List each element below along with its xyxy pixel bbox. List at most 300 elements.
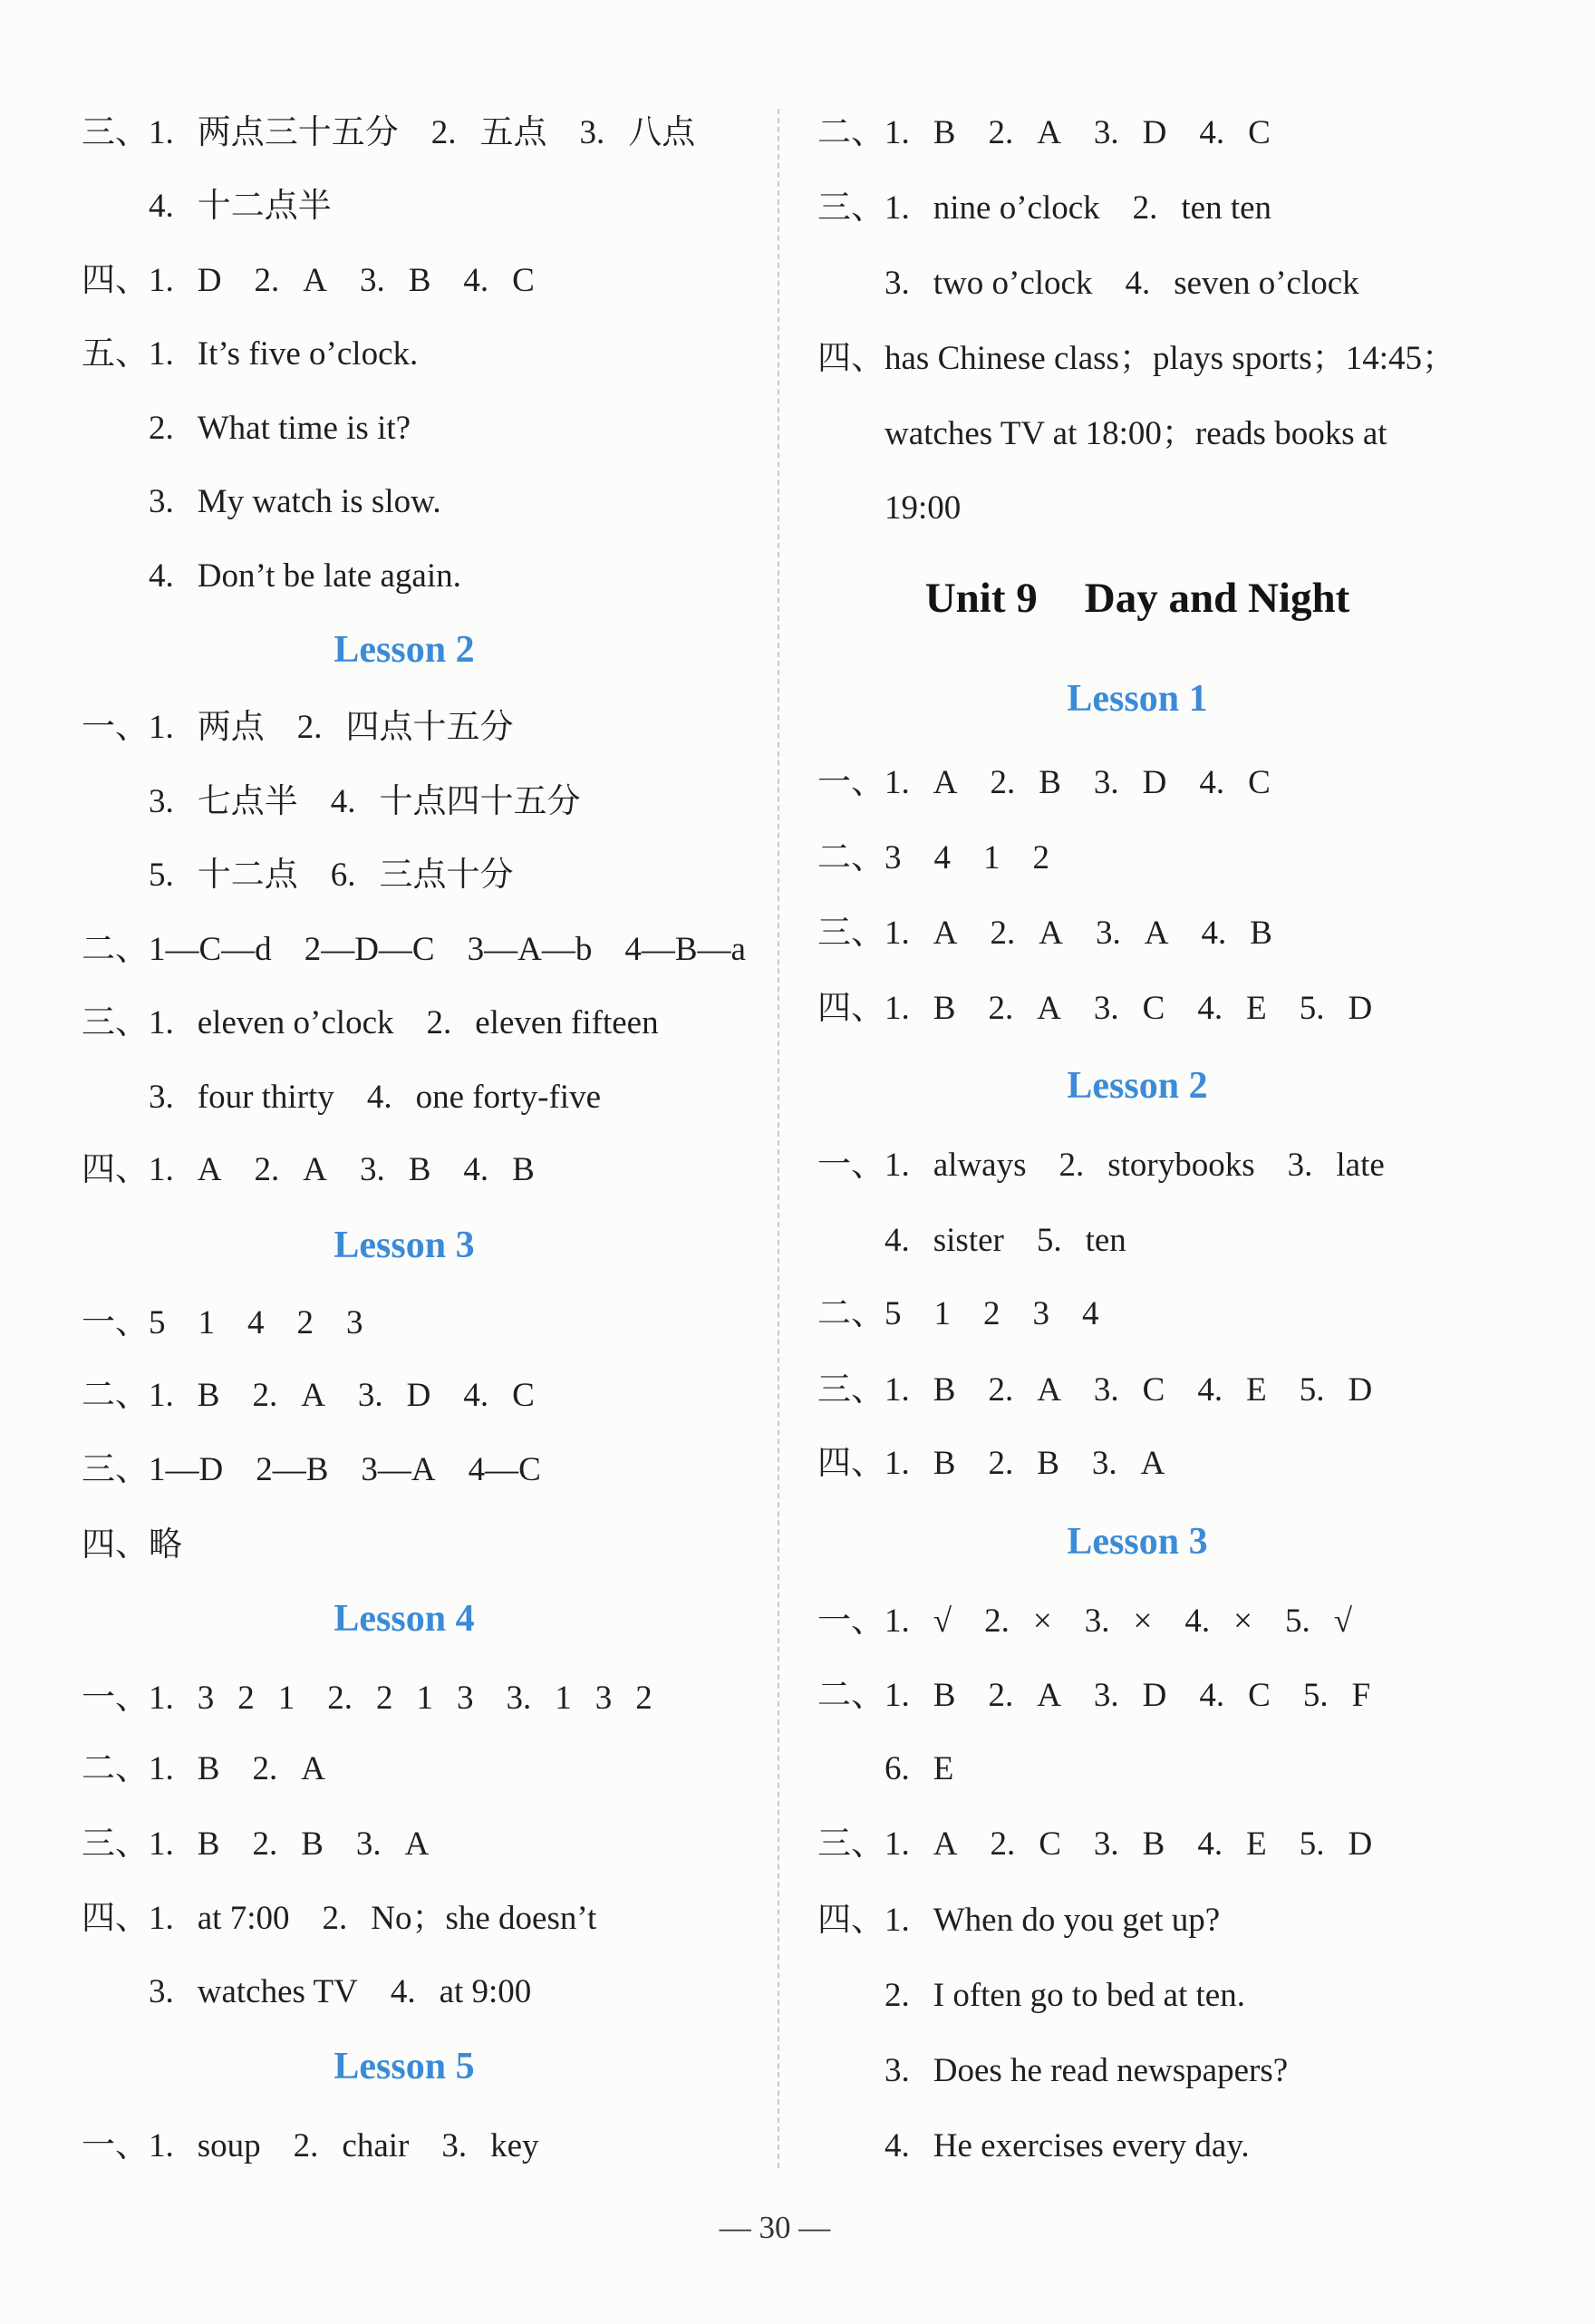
answer-item: [1094, 1669, 1166, 1723]
answer-text: A: [933, 1825, 958, 1863]
answer-item: [884, 1287, 902, 1341]
answer-line: [82, 1965, 727, 2019]
answer-item: [1201, 906, 1271, 961]
question-number: 2.: [988, 990, 1014, 1027]
answer-item: [149, 254, 221, 308]
answer-item: [254, 1143, 326, 1197]
answer-text: C: [1248, 114, 1271, 151]
section-number: 一、: [817, 764, 884, 801]
lesson-heading: Lesson 2: [1067, 1065, 1208, 1107]
question-number: 3.: [149, 1079, 174, 1116]
answer-text: 4: [1082, 1295, 1099, 1332]
section-number: 一、: [82, 1304, 149, 1341]
question-number: 2.: [884, 1977, 910, 2014]
answer-text: D: [1142, 114, 1167, 151]
answer-line: [817, 906, 1457, 961]
answer-item: [1199, 756, 1270, 810]
answer-line: [817, 1893, 1457, 1948]
question-number: 2.: [254, 262, 280, 299]
question-number: 2.: [990, 1825, 1016, 1863]
answer-text: A: [933, 764, 958, 801]
answer-text: watches TV: [197, 1973, 358, 2010]
answer-item: [1033, 1287, 1050, 1341]
lesson-heading: Lesson 1: [1067, 678, 1208, 720]
answer-item: [322, 1892, 596, 1946]
answer-item: [252, 1742, 324, 1796]
answer-item: [294, 2119, 410, 2174]
question-number: 1.: [149, 262, 174, 299]
answer-item: [149, 848, 298, 903]
answer-text: My watch is slow.: [197, 483, 441, 520]
question-number: 2.: [252, 1377, 278, 1414]
answer-text: D: [1348, 1371, 1373, 1409]
answer-text: 4: [933, 839, 951, 876]
answer-item: [990, 756, 1060, 810]
answer-line: [82, 402, 727, 456]
page-number: — 30 —: [719, 2210, 831, 2245]
answer-item: [247, 1296, 265, 1351]
answer-text: B: [408, 1151, 431, 1188]
question-number: 1.: [149, 2127, 174, 2164]
answer-item: [983, 831, 1000, 886]
question-number: 5.: [1299, 1371, 1325, 1409]
question-number: 4.: [463, 262, 489, 299]
unit-heading: [817, 571, 1457, 625]
question-number: 6.: [330, 857, 356, 894]
answer-text: 2—D—C: [304, 931, 435, 968]
question-number: 3.: [357, 1377, 383, 1414]
answer-text: at 9:00: [439, 1973, 532, 2010]
answer-line: [817, 481, 1457, 536]
answer-item: [1300, 1817, 1372, 1872]
question-number: 1.: [149, 114, 174, 151]
answer-text: chair: [342, 2127, 410, 2164]
answer-text: A: [1144, 915, 1169, 952]
answer-item: [884, 332, 1455, 386]
answer-item: [149, 475, 441, 529]
answer-item: [252, 1369, 324, 1423]
question-number: 4.: [1197, 1371, 1223, 1409]
question-number: 4.: [1199, 114, 1225, 151]
answer-item: [1059, 1138, 1255, 1193]
question-number: 1.: [884, 189, 910, 227]
section-number: 二、: [82, 931, 149, 968]
answer-item: [1133, 181, 1271, 236]
answer-item: [297, 701, 514, 755]
question-number: 4.: [366, 1079, 392, 1116]
answer-item: [1197, 982, 1266, 1036]
answer-line: [82, 1817, 727, 1872]
answer-text: 1: [198, 1304, 215, 1341]
answer-text: C: [512, 1377, 535, 1414]
answer-line: [817, 106, 1457, 160]
answer-item: [934, 831, 952, 886]
section-number: 三、: [82, 1004, 149, 1041]
answer-item: [149, 1070, 334, 1125]
answer-text: √: [933, 1603, 952, 1640]
answer-item: [884, 257, 1092, 311]
answer-text: 十二点: [197, 857, 298, 894]
answer-text: He exercises every day.: [933, 2127, 1250, 2164]
question-number: 2.: [322, 1900, 348, 1937]
answer-text: 3: [884, 839, 902, 876]
question-number: 1.: [149, 335, 174, 373]
lesson-heading: Lesson 4: [334, 1598, 475, 1640]
answer-text: A: [1037, 1371, 1061, 1409]
answer-text: A: [197, 1151, 222, 1188]
answer-text: A: [933, 915, 958, 952]
question-number: 4.: [1184, 1603, 1211, 1640]
question-number: 3.: [1093, 114, 1119, 151]
answer-item: [468, 923, 593, 977]
answer-item: [884, 1969, 1245, 2023]
answer-text: C: [1142, 990, 1165, 1027]
answer-text: 3: [346, 1304, 363, 1341]
answer-item: [1300, 982, 1372, 1036]
question-number: 3.: [359, 262, 385, 299]
answer-line: [817, 1969, 1457, 2023]
answer-line: [817, 982, 1457, 1036]
answer-line: [82, 701, 727, 755]
question-number: 4.: [1125, 265, 1151, 302]
question-number: 3.: [1093, 1371, 1119, 1409]
question-number: 5.: [1036, 1222, 1062, 1259]
answer-text: 1: [277, 1680, 295, 1717]
answer-line: [817, 1594, 1457, 1649]
answer-item: [884, 1214, 1004, 1268]
answer-text: E: [1246, 1371, 1267, 1409]
unit-number: Unit 9: [924, 575, 1038, 622]
answer-text: 十点四十五分: [379, 783, 581, 820]
answer-item: [304, 923, 435, 977]
answer-text: 1: [983, 839, 1000, 876]
answer-text: When do you get up?: [933, 1902, 1221, 1939]
question-number: 1.: [884, 1677, 910, 1714]
question-number: 4.: [330, 783, 356, 820]
answer-line: [82, 2119, 727, 2174]
answer-text: 2—B: [256, 1451, 329, 1488]
question-number: 3.: [149, 1973, 174, 2010]
answer-line: [82, 1892, 727, 1946]
answer-line: [82, 923, 746, 977]
answer-item: [1125, 257, 1358, 311]
question-number: 3.: [1093, 1825, 1119, 1863]
answer-line: [82, 475, 727, 529]
answer-text: B: [933, 114, 956, 151]
question-number: 3.: [506, 1680, 532, 1717]
question-number: 4.: [1199, 764, 1225, 801]
question-number: 2.: [988, 1445, 1014, 1482]
question-number: 1.: [149, 1680, 174, 1717]
answer-item: [884, 1594, 952, 1649]
answer-item: [884, 831, 902, 886]
answer-line: [817, 1669, 1457, 1723]
question-number: 1.: [884, 114, 910, 151]
answer-item: [297, 1296, 314, 1351]
answer-item: [1094, 982, 1165, 1036]
answer-line: [82, 1742, 727, 1796]
answer-item: [988, 106, 1060, 160]
answer-text: No；she doesn’t: [371, 1900, 597, 1937]
question-number: 2.: [254, 1151, 280, 1188]
answer-text: E: [1246, 1825, 1267, 1863]
question-number: 4.: [149, 188, 174, 225]
question-number: 2.: [984, 1603, 1010, 1640]
answer-text: 1: [416, 1680, 433, 1717]
answer-item: [624, 923, 746, 977]
answer-text: 2: [296, 1304, 314, 1341]
section-number: 二、: [82, 1750, 149, 1787]
answer-item: [884, 1893, 1220, 1948]
answer-text: C: [1248, 764, 1271, 801]
question-number: 3.: [884, 2052, 910, 2089]
question-number: 3.: [1084, 1603, 1110, 1640]
answer-item: [463, 1369, 534, 1423]
answer-text: It’s five o’clock.: [197, 335, 419, 373]
question-number: 1.: [884, 1445, 910, 1482]
question-number: 1.: [149, 1750, 174, 1787]
question-number: 3.: [1091, 1445, 1117, 1482]
answer-item: [1197, 1363, 1266, 1418]
answer-line: [82, 775, 727, 829]
answer-line: [817, 1363, 1457, 1418]
question-number: 2.: [988, 114, 1014, 151]
question-number: 2.: [1132, 189, 1158, 227]
answer-text: 3: [594, 1680, 613, 1717]
answer-item: [884, 1363, 955, 1418]
answer-item: [1094, 106, 1166, 160]
answer-text: sister: [933, 1222, 1004, 1259]
question-number: 3.: [1095, 915, 1121, 952]
answer-line: [817, 1817, 1457, 1872]
question-number: 2.: [430, 114, 457, 151]
answer-text: eleven o’clock: [197, 1004, 394, 1041]
answer-text: 3: [457, 1680, 474, 1717]
answer-text: 4—B—a: [624, 931, 746, 968]
question-number: 1.: [149, 1004, 174, 1041]
answer-item: [988, 1437, 1058, 1491]
question-number: 2.: [149, 410, 174, 447]
answer-item: [463, 254, 534, 308]
answer-text: B: [197, 1377, 220, 1414]
answer-item: [1288, 1138, 1385, 1193]
answer-text: B: [933, 1677, 956, 1714]
answer-text: 1: [933, 1295, 951, 1332]
question-number: 3.: [884, 265, 910, 302]
question-number: 3.: [149, 783, 174, 820]
answer-item: [149, 1518, 182, 1573]
answer-item: [463, 1143, 534, 1197]
answer-item: [1094, 1363, 1165, 1418]
answer-item: [149, 106, 399, 160]
answer-text: B: [301, 1825, 324, 1863]
section-number: 四、: [82, 1526, 149, 1564]
answer-item: [884, 407, 1387, 461]
answer-text: A: [1037, 990, 1061, 1027]
answer-item: [427, 996, 659, 1051]
answer-item: [884, 181, 1100, 236]
question-number: 3.: [1287, 1147, 1313, 1184]
column-divider: [778, 109, 779, 2168]
answer-line: [82, 179, 727, 234]
answer-line: [817, 257, 1457, 311]
right-column: [817, 0, 1457, 2324]
question-number: 4.: [1197, 1825, 1223, 1863]
answer-text: 5: [884, 1295, 902, 1332]
question-number: 1.: [884, 1603, 910, 1640]
answer-text: nine o’clock: [933, 189, 1100, 227]
answer-line: [817, 332, 1457, 386]
section-number: 一、: [817, 1147, 884, 1184]
answer-text: 2: [1032, 839, 1049, 876]
answer-text: B: [512, 1151, 535, 1188]
question-number: 5.: [1299, 990, 1325, 1027]
answer-line: [817, 407, 1457, 461]
answer-item: [884, 906, 957, 961]
answer-item: [356, 1817, 429, 1872]
answer-item: [149, 1742, 219, 1796]
answer-item: [367, 1070, 601, 1125]
section-number: 三、: [82, 114, 149, 151]
answer-text: 1—D: [149, 1451, 224, 1488]
question-number: 1.: [149, 1151, 174, 1188]
answer-text: E: [933, 1750, 954, 1787]
answer-text: 5: [149, 1304, 166, 1341]
answer-item: [884, 756, 957, 810]
section-number: 四、: [817, 990, 884, 1027]
question-number: 2.: [252, 1750, 278, 1787]
answer-line: [817, 2119, 1457, 2174]
answer-text: B: [1037, 1445, 1059, 1482]
answer-item: [391, 1965, 531, 2019]
answer-item: [988, 1363, 1060, 1418]
answer-item: [431, 106, 547, 160]
answer-text: ten: [1085, 1222, 1126, 1259]
answer-text: 2: [983, 1295, 1000, 1332]
question-number: 1.: [884, 1825, 910, 1863]
answer-item: [360, 1143, 430, 1197]
answer-text: watches TV at 18:00；reads books at: [884, 415, 1387, 452]
answer-item: [346, 1296, 363, 1351]
answer-text: 略: [149, 1526, 182, 1564]
answer-text: D: [1348, 1825, 1373, 1863]
answer-item: [1197, 1817, 1266, 1872]
answer-item: [988, 982, 1060, 1036]
question-number: 5.: [1299, 1825, 1325, 1863]
section-number: 五、: [82, 335, 149, 373]
answer-item: [884, 1437, 955, 1491]
answer-item: [884, 982, 955, 1036]
answer-text: ×: [1032, 1603, 1052, 1640]
answer-text: key: [490, 2127, 539, 2164]
answer-text: B: [933, 1445, 956, 1482]
answer-item: [1082, 1287, 1099, 1341]
answer-text: A: [404, 1825, 430, 1863]
lesson-heading: Lesson 3: [334, 1225, 475, 1266]
answer-text: 七点半: [197, 783, 298, 820]
question-number: 4.: [1199, 1677, 1225, 1714]
answer-text: soup: [197, 2127, 261, 2164]
answer-text: 十二点半: [197, 188, 332, 225]
answer-text: C: [1039, 1825, 1061, 1863]
answer-line: [82, 1443, 727, 1497]
answer-item: [1199, 106, 1270, 160]
answer-text: D: [1348, 990, 1373, 1027]
section-number: 三、: [817, 1371, 884, 1409]
answer-text: F: [1351, 1677, 1371, 1714]
answer-text: 4: [247, 1304, 265, 1341]
answer-text: ten ten: [1181, 189, 1272, 227]
answer-text: A: [1039, 915, 1063, 952]
answer-text: ×: [1233, 1603, 1252, 1640]
answer-item: [360, 254, 430, 308]
question-number: 4.: [390, 1973, 416, 2010]
answer-text: Don’t be late again.: [197, 557, 461, 595]
answer-item: [149, 1296, 166, 1351]
section-number: 二、: [817, 114, 884, 151]
question-number: 3.: [441, 2127, 468, 2164]
section-number: 四、: [82, 1151, 149, 1188]
answer-text: D: [197, 262, 222, 299]
answer-item: [254, 254, 326, 308]
question-number: 2.: [988, 1677, 1014, 1714]
answer-item: [149, 1817, 219, 1872]
answer-item: [149, 1443, 223, 1497]
answer-item: [149, 1671, 295, 1726]
answer-text: late: [1336, 1147, 1385, 1184]
question-number: 1.: [149, 1900, 174, 1937]
question-number: 4.: [884, 2127, 910, 2164]
answer-item: [1092, 1437, 1165, 1491]
answer-item: [884, 2119, 1250, 2174]
answer-line: [82, 327, 727, 382]
answer-item: [988, 1669, 1060, 1723]
answer-text: D: [1142, 1677, 1167, 1714]
answer-line: [817, 1214, 1457, 1268]
answer-text: C: [512, 262, 535, 299]
answer-line: [817, 831, 1457, 886]
answer-text: A: [1037, 1677, 1061, 1714]
question-number: 3.: [579, 114, 605, 151]
answer-line: [817, 181, 1457, 236]
section-number: 一、: [82, 1680, 149, 1717]
answer-text: 1: [555, 1680, 572, 1717]
section-number: 二、: [817, 1295, 884, 1332]
answer-item: [358, 1369, 430, 1423]
answer-text: D: [1142, 764, 1167, 801]
answer-text: 2: [635, 1680, 652, 1717]
answer-item: [198, 1296, 216, 1351]
answer-item: [934, 1287, 952, 1341]
answer-item: [149, 2119, 261, 2174]
answer-item: [884, 1817, 957, 1872]
question-number: 4.: [149, 557, 174, 595]
answer-text: A: [303, 262, 327, 299]
answer-item: [984, 1594, 1052, 1649]
answer-item: [149, 996, 394, 1051]
answer-item: [884, 1138, 1027, 1193]
question-number: 2.: [990, 915, 1016, 952]
answer-text: A: [1037, 114, 1061, 151]
answer-text: B: [1250, 915, 1272, 952]
answer-text: 两点: [197, 709, 265, 746]
answer-item: [1094, 756, 1166, 810]
section-number: 三、: [817, 189, 884, 227]
unit-title: Day and Night: [1084, 575, 1350, 622]
question-number: 1.: [884, 915, 910, 952]
question-number: 1.: [884, 1902, 910, 1939]
section-number: 四、: [817, 1902, 884, 1939]
